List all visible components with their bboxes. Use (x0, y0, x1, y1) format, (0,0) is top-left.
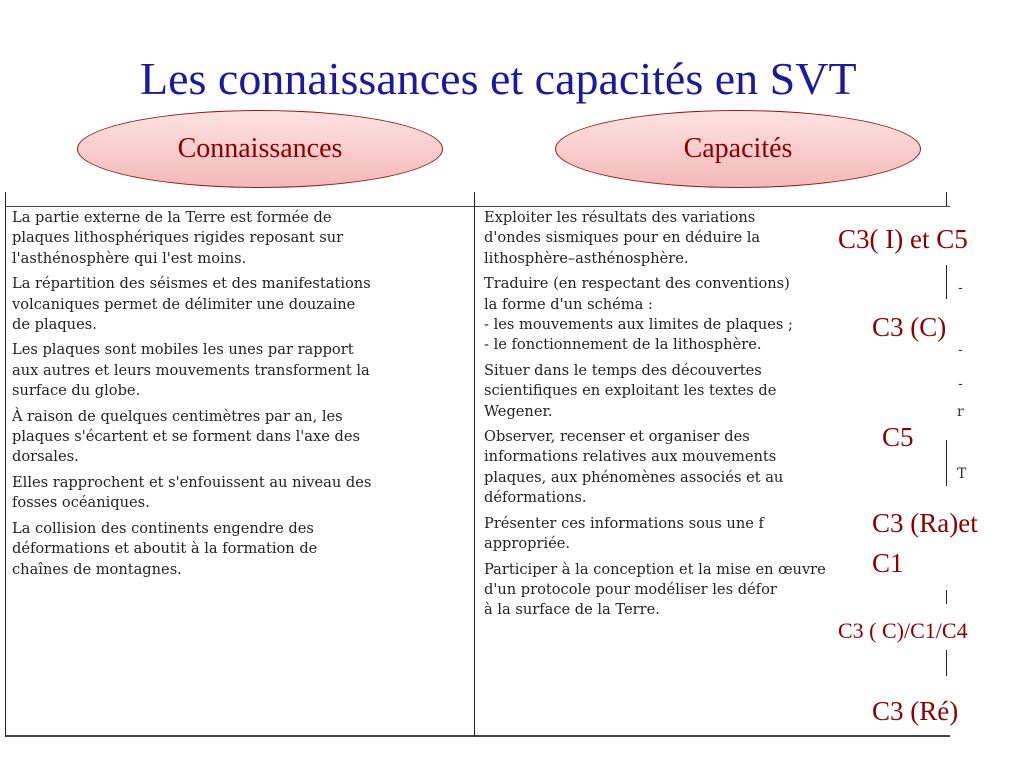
connaissances-header-label: Connaissances (177, 133, 343, 164)
table-column-divider (474, 192, 475, 737)
edge-mark: - (958, 280, 963, 296)
competence-code: C3( I) et C5 (838, 224, 968, 254)
edge-line (946, 590, 947, 604)
capacite-item: Observer, recenser et organiser des informations relatives aux mouvements plaques, aux phénomènes associés et au déformations. (484, 428, 784, 507)
connaissance-item: La partie externe de la Terre est formée de plaques lithosphériques rigides reposant sur l'asthénosphère qui l'est moins. (12, 209, 344, 267)
edge-mark: - (958, 376, 963, 392)
table-left-border (5, 192, 6, 737)
competence-code: C1 (872, 548, 904, 578)
competence-code: C3 (Ré) (872, 696, 959, 726)
table-top-border (5, 206, 950, 207)
connaissance-item: Elles rapprochent et s'enfouissent au niveau des fosses océaniques. (12, 473, 372, 512)
competence-code: C3 (C) (872, 312, 947, 342)
connaissance-item: La collision des continents engendre des déformations et aboutit à la formation de chaînes de montagnes. (12, 519, 318, 578)
connaissance-item: À raison de quelques centimètres par an, les plaques s'écartent et se forment dans l'axe des dorsales. (12, 407, 360, 466)
program-table (5, 192, 950, 737)
competence-code: C3 (Ra)et (872, 508, 978, 538)
edge-mark: r (957, 404, 964, 420)
capacite-item: Traduire (en respectant des conventions) la forme d'un schéma : - les mouvements aux limites de plaques ; - le fonctionnement de la lithosphère. (484, 275, 793, 354)
connaissances-column (12, 208, 467, 585)
table-bottom-border (5, 735, 950, 737)
edge-line (946, 440, 947, 486)
edge-line (946, 265, 947, 299)
connaissance-item: Les plaques sont mobiles les unes par rapport aux autres et leurs mouvements transforment la surface du globe. (12, 341, 370, 400)
capacites-column (484, 208, 894, 733)
capacite-item: Présenter ces informations sous une f appropriée. (484, 514, 764, 553)
capacites-header-label: Capacités (683, 133, 793, 164)
competence-code: C3 ( C)/C1/C4 (838, 618, 968, 643)
capacite-item: Participer à la conception et la mise en œuvre d'un protocole pour modéliser les défor à la surface de la Terre. (484, 560, 826, 619)
connaissance-item: La répartition des séismes et des manifestations volcaniques permet de délimiter une douzaine de plaques. (12, 275, 371, 334)
edge-mark: - (958, 342, 963, 358)
edge-mark: T (957, 466, 967, 482)
capacites-header (555, 110, 921, 188)
competence-code: C5 (882, 422, 914, 452)
edge-line (946, 650, 947, 676)
edge-line (946, 192, 947, 206)
connaissances-header (77, 110, 443, 188)
page-title: Les connaissances et capacités en SVT (140, 53, 857, 104)
capacite-item: Exploiter les résultats des variations d'ondes sismiques pour en déduire la lithosphère–asthénosphère. (484, 209, 761, 267)
capacite-item: Situer dans le temps des découvertes scientifiques en exploitant les textes de Wegener. (484, 361, 777, 420)
